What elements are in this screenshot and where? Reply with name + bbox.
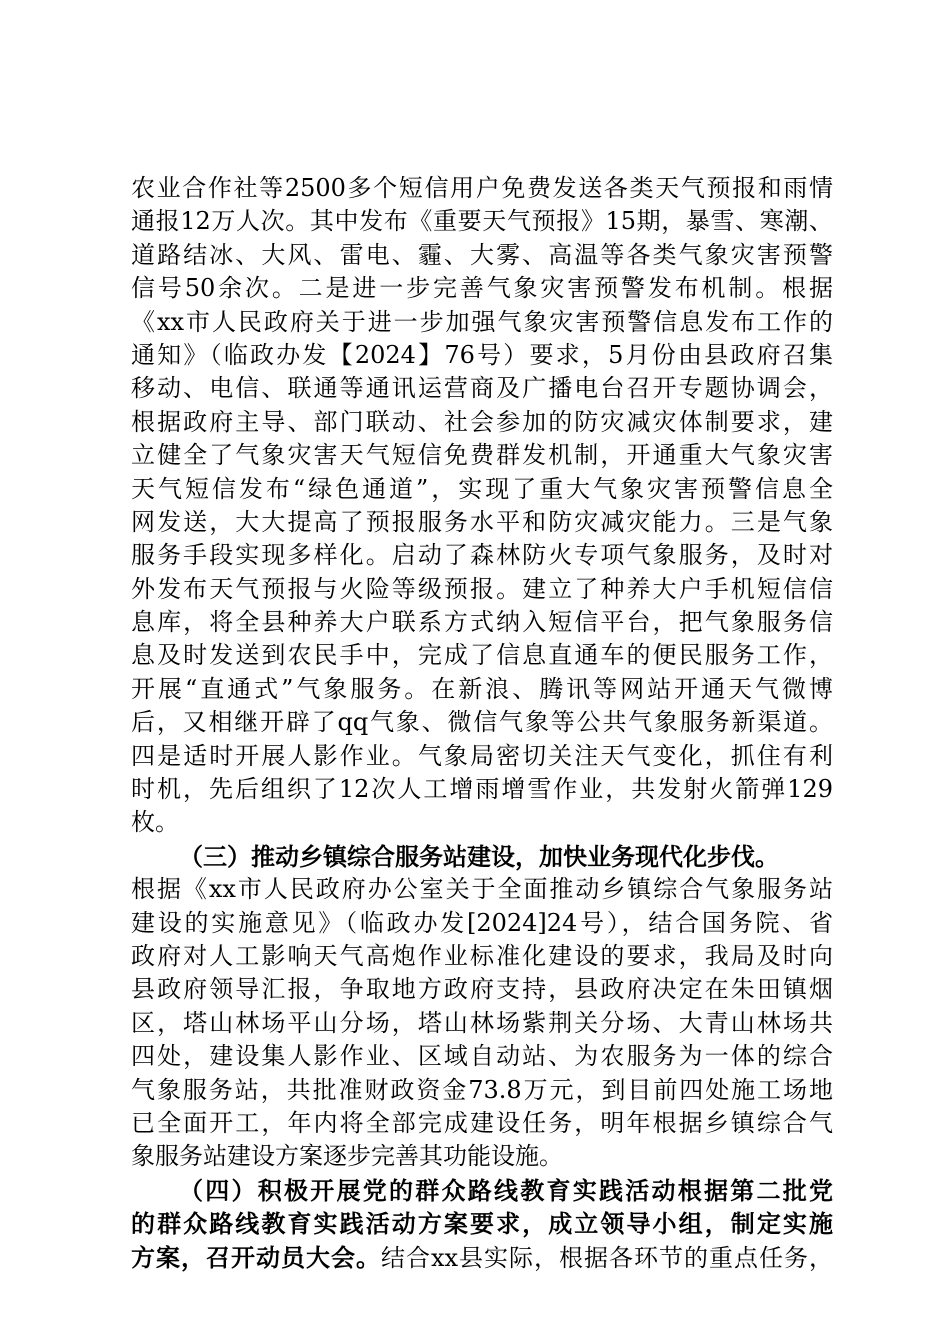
text-line: 气象服务站，共批准财政资金73.8万元，到目前四处施工场地 xyxy=(131,1075,833,1104)
text-line: 服务手段实现多样化。启动了森林防火专项气象服务，及时对 xyxy=(131,541,833,570)
text-line: 象服务站建设方案逐步完善其功能设施。 xyxy=(131,1142,563,1171)
text-line: 时机，先后组织了12次人工增雨增雪作业，共发射火箭弹129 xyxy=(131,775,833,804)
text-line: 《xx市人民政府关于进一步加强气象灾害预警信息发布工作的 xyxy=(131,307,833,336)
paragraph-weather-services xyxy=(131,172,833,840)
text-line: 道路结冰、大风、雷电、霾、大雾、高温等各类气象灾害预警 xyxy=(131,240,833,269)
section-heading-line: 的群众路线教育实践活动方案要求，成立领导小组，制定实施 xyxy=(131,1209,833,1239)
text-line: 农业合作社等2500多个短信用户免费发送各类天气预报和雨情 xyxy=(131,174,833,202)
text-line: 通知》（临政办发【2024】76号）要求，5月份由县政府召集 xyxy=(131,340,833,369)
text-line: 根据政府主导、部门联动、社会参加的防灾减灾体制要求，建 xyxy=(131,407,833,436)
text-line: 立健全了气象灾害天气短信免费群发机制，开通重大气象灾害 xyxy=(131,441,833,470)
text-line xyxy=(131,1241,833,1274)
text-line: 县政府领导汇报，争取地方政府支持，县政府决定在朱田镇烟 xyxy=(131,975,833,1004)
text-line: 外发布天气预报与火险等级预报。建立了种养大户手机短信信 xyxy=(131,574,833,603)
text-line: 枚。 xyxy=(131,808,179,837)
section-three xyxy=(131,840,833,1174)
text-line: 移动、电信、联通等通讯运营商及广播电台召开专题协调会， xyxy=(131,374,833,403)
text-line: 区，塔山林场平山分场，塔山林场紫荆关分场、大青山林场共 xyxy=(131,1008,833,1037)
text-line: 息及时发送到农民手中，完成了信息直通车的便民服务工作， xyxy=(131,641,833,670)
section-four xyxy=(131,1174,833,1274)
text-line: 建设的实施意见》（临政办发[2024]24号），结合国务院、省 xyxy=(131,908,833,937)
document-page xyxy=(131,172,833,1274)
text-line: 网发送，大大提高了预报服务水平和防灾减灾能力。三是气象 xyxy=(131,507,833,536)
text-line: 四处，建设集人影作业、区域自动站、为农服务为一体的综合 xyxy=(131,1042,833,1071)
text-line: 天气短信发布“绿色通道”，实现了重大气象灾害预警信息全 xyxy=(131,474,833,503)
text-line: 信号50余次。二是进一步完善气象灾害预警发布机制。根据 xyxy=(131,274,833,303)
section-heading-tail: 方案，召开动员大会。 xyxy=(131,1242,381,1272)
text-line: 已全面开工，年内将全部完成建设任务，明年根据乡镇综合气 xyxy=(131,1108,833,1137)
text-line: 四是适时开展人影作业。气象局密切关注天气变化，抓住有利 xyxy=(131,741,833,770)
text-line: 后，又相继开辟了qq气象、微信气象等公共气象服务新渠道。 xyxy=(131,708,833,737)
text-line: 根据《xx市人民政府办公室关于全面推动乡镇综合气象服务站 xyxy=(131,875,833,904)
section-heading: （四）积极开展党的群众路线教育实践活动根据第二批党 xyxy=(179,1175,833,1205)
text-line: 开展“直通式”气象服务。在新浪、腾讯等网站开通天气微博 xyxy=(131,674,833,703)
text-line: 政府对人工影响天气高炮作业标准化建设的要求，我局及时向 xyxy=(131,941,833,970)
section-heading: （三）推动乡镇综合服务站建设，加快业务现代化步伐。 xyxy=(179,841,779,871)
text-line: 息库，将全县种养大户联系方式纳入短信平台，把气象服务信 xyxy=(131,608,833,637)
text-line: 通报12万人次。其中发布《重要天气预报》15期，暴雪、寒潮、 xyxy=(131,207,833,236)
paragraph-text: 结合xx县实际，根据各环节的重点任务， xyxy=(380,1243,834,1272)
